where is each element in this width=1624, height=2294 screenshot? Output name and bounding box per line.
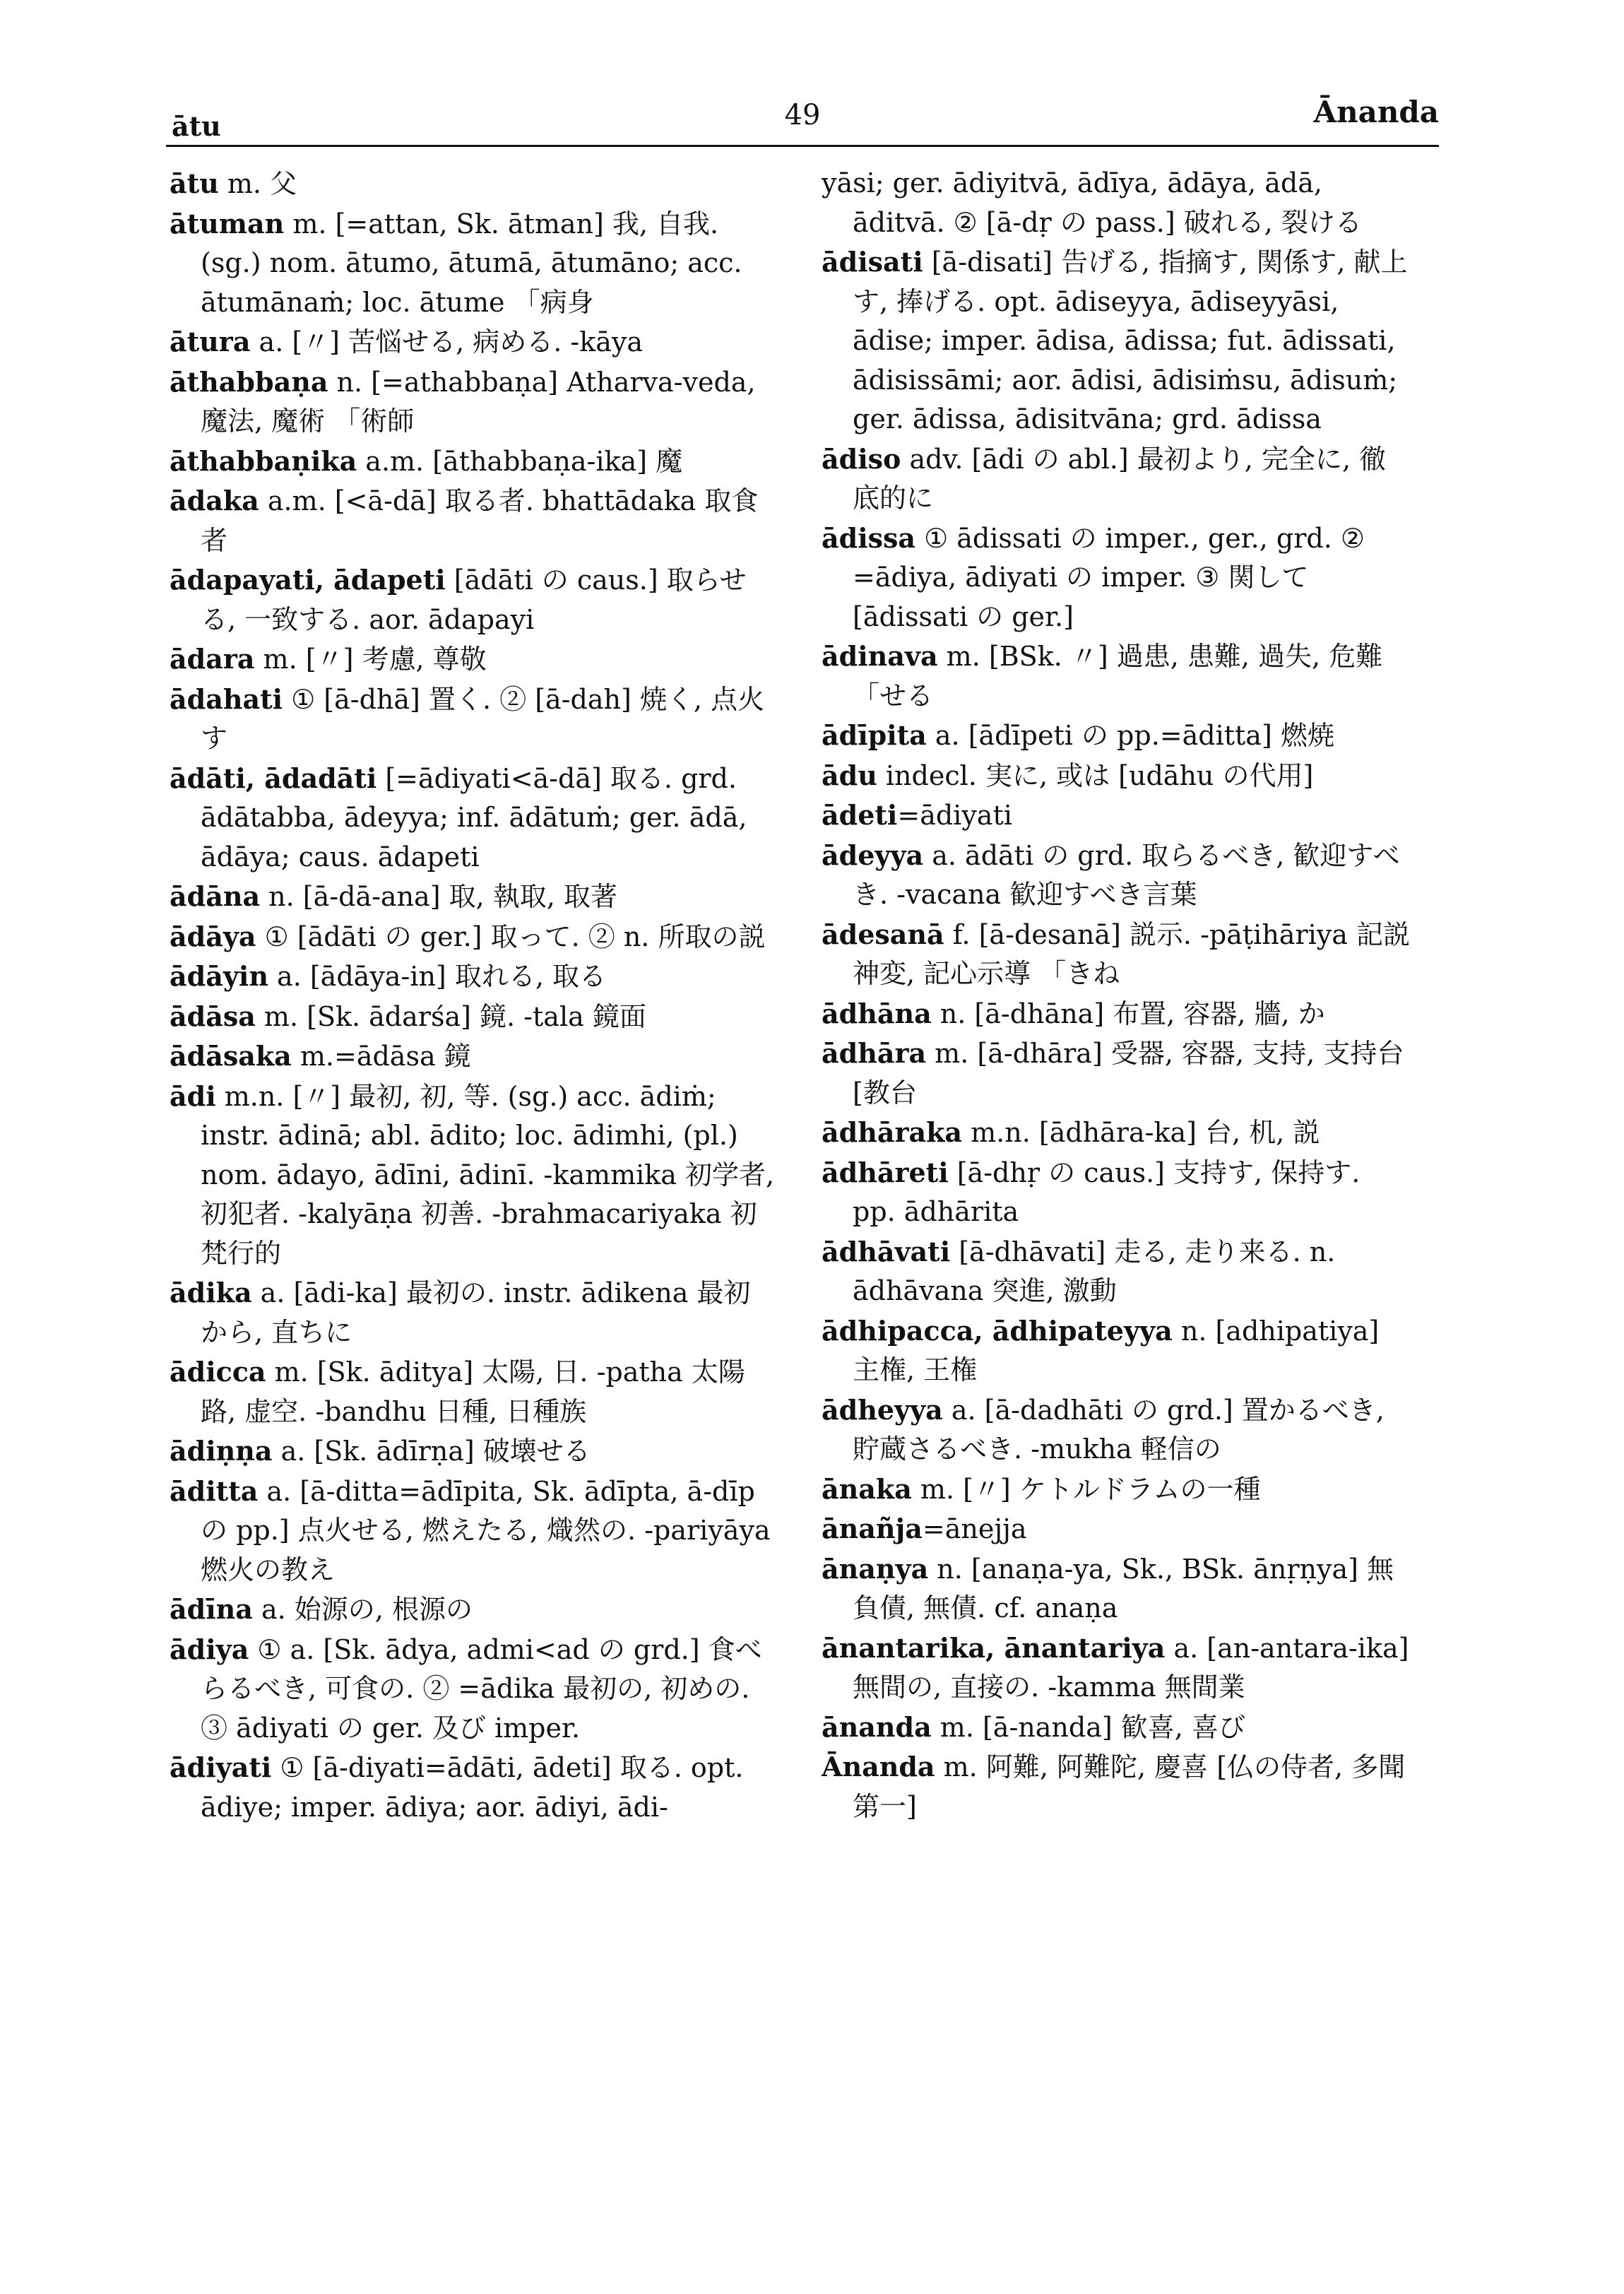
entry-definition: =ādiyati (897, 800, 1012, 831)
dictionary-entry (822, 796, 1411, 836)
dictionary-entry (170, 204, 777, 323)
header-left-guide-word: ātu (172, 110, 221, 142)
entry-headword: ādiṇṇa (170, 1435, 273, 1467)
entry-definition: m. [ā-nanda] 歓喜, 喜び (931, 1711, 1245, 1743)
dictionary-entry (822, 1153, 1411, 1232)
dictionary-entry (822, 1311, 1411, 1390)
entry-headword: ātura (170, 326, 251, 357)
entry-definition: a. [〃] 苦悩せる, 病める. -kāya (250, 326, 644, 357)
entry-headword: ādeti (822, 799, 898, 831)
entry-definition: [ā-dhāvati] 走る, 走り来る. n. ādhāvana 突進, 激動 (853, 1236, 1336, 1306)
entry-headword: ādāti, ādadāti (170, 762, 377, 794)
dictionary-entry (822, 1628, 1411, 1708)
entry-headword: ādi (170, 1080, 216, 1112)
entry-definition: ① a. [Sk. ādya, admi<ad の grd.] 食べらるべき, 可食の. ② =ādika 最初の, 初めの. ③ ādiyati の ger. 及び imper. (201, 1633, 762, 1744)
right-column (822, 164, 1411, 1826)
entry-headword: ādiso (822, 442, 901, 475)
entry-definition: a.m. [<ā-dā] 取る者. bhattādaka 取食者 (201, 485, 759, 556)
dictionary-entry (822, 1390, 1411, 1470)
entry-headword: ādhāraka (822, 1116, 963, 1148)
dictionary-entry (822, 1747, 1411, 1826)
entry-headword: ādiya (170, 1633, 249, 1665)
entry-headword: ātu (170, 167, 219, 199)
entry-definition: a. [ādīpeti の pp.=āditta] 燃焼 (926, 720, 1334, 751)
dictionary-entry (170, 322, 777, 362)
entry-headword: ādesanā (822, 918, 944, 950)
entry-definition: m.=ādāsa 鏡 (291, 1041, 471, 1072)
entry-headword: ādāsa (170, 1000, 256, 1032)
dictionary-entry (822, 439, 1411, 519)
dictionary-entry (170, 1590, 777, 1630)
entry-headword: ādāna (170, 880, 261, 912)
entry-headword: ānaka (822, 1472, 912, 1505)
entry-definition: [=ādiyati<ā-dā] 取る. grd. ādātabba, ādeyya; inf. ādātuṁ; ger. ādā, ādāya; caus. ādapeti (201, 762, 747, 873)
dictionary-entry (170, 957, 777, 997)
entry-headword: ādapayati, ādapeti (170, 564, 446, 596)
dictionary-entry (822, 164, 1411, 242)
entry-definition: a. [ā-ditta=ādīpita, Sk. ādīpta, ā-dīp の pp.] 点火せる, 燃えたる, 熾然の. -pariyāya 燃火の教え (201, 1475, 771, 1585)
entry-headword: āthabbaṇa (170, 365, 328, 398)
entry-definition: ① ādissati の imper., ger., grd. ② =ādiya, ādiyati の imper. ③ 関して [ādissati の ger.] (853, 522, 1365, 632)
dictionary-entry (170, 639, 777, 680)
dictionary-entry (170, 997, 777, 1037)
dictionary-entry (170, 560, 777, 639)
entry-definition: m. [=attan, Sk. ātman] 我, 自我. (sg.) nom. ātumo, ātumā, ātumāno; acc. ātumānaṁ; loc. ātume 「病身 (201, 208, 742, 318)
entry-headword: ādisati (822, 246, 923, 278)
dictionary-entry (170, 1748, 777, 1827)
entry-definition: a.m. [āthabbaṇa-ika] 魔 (357, 445, 683, 477)
entry-headword: ādika (170, 1277, 252, 1308)
dictionary-entry (822, 1232, 1411, 1311)
entry-definition: m. 阿難, 阿難陀, 慶喜 [仏の侍者, 多聞第一] (853, 1751, 1406, 1822)
entry-definition: [ā-dhṛ の caus.] 支持す, 保持す. pp. ādhārita (853, 1157, 1361, 1227)
entry-definition: m. [BSk. 〃] 過患, 患難, 過失, 危難 「せる (853, 641, 1383, 711)
dictionary-entry (822, 994, 1411, 1034)
header-right-guide-word: Ānanda (1313, 95, 1439, 129)
entry-definition: m. [〃] ケトルドラムの一種 (911, 1473, 1261, 1505)
entry-headword: ādissa (822, 521, 916, 554)
dictionary-entry (822, 716, 1411, 756)
dictionary-entry (170, 1352, 777, 1431)
entry-headword: ānañja (822, 1513, 923, 1544)
entry-headword: ādicca (170, 1356, 266, 1388)
entry-definition: [ādāti の caus.] 取らせる, 一致する. aor. ādapayi (201, 564, 747, 635)
entry-headword: ādinava (822, 640, 938, 672)
header-rule (166, 145, 1439, 147)
entry-definition: a. [Sk. ādīrṇa] 破壊せる (272, 1436, 591, 1467)
dictionary-entry (822, 915, 1411, 994)
entry-headword: ādheyya (822, 1393, 943, 1426)
entry-definition: m. 父 (218, 168, 297, 199)
entry-definition: a. [ādāya-in] 取れる, 取る (268, 961, 606, 992)
entry-definition: m.n. [ādhāra-ka] 台, 机, 説 (962, 1117, 1320, 1148)
entry-definition: a. [ā-dadhāti の grd.] 置かるべき, 貯蔵さるべき. -mukha 軽信の (853, 1394, 1385, 1465)
entry-definition: m. [Sk. āditya] 太陽, 日. -patha 太陽路, 虚空. -bandhu 日種, 日種族 (201, 1356, 745, 1427)
dictionary-entry (822, 1708, 1411, 1748)
entry-headword: ādu (822, 759, 877, 791)
entry-headword: ādeyya (822, 839, 924, 871)
entry-headword: ādhāra (822, 1037, 927, 1069)
entry-definition: yāsi; ger. ādiyitvā, ādīya, ādāya, ādā, āditvā. ② [ā-dṛ の pass.] 破れる, 裂ける (822, 167, 1362, 238)
entry-definition: n. [adhipatiya] 主権, 王権 (853, 1315, 1380, 1385)
entry-headword: ādāsaka (170, 1040, 292, 1072)
dictionary-entry (170, 442, 777, 482)
dictionary-entry (170, 917, 777, 957)
entry-definition: n. [ā-dhāna] 布置, 容器, 牆, か (931, 998, 1325, 1029)
entry-definition: a. [ādi-ka] 最初の. instr. ādikena 最初から, 直ちに (201, 1277, 751, 1348)
entry-headword: ādara (170, 643, 255, 675)
entry-headword: ādāyin (170, 960, 268, 992)
entry-definition: m. [ā-dhāra] 受器, 容器, 支持, 支持台 [教台 (853, 1038, 1404, 1108)
entry-headword: āthabbaṇika (170, 444, 357, 477)
dictionary-entry (822, 519, 1411, 637)
entry-headword: ādhāvati (822, 1235, 951, 1267)
dictionary-entry (822, 637, 1411, 716)
entry-definition: [ā-disati] 告げる, 指摘す, 関係す, 献上す, 捧げる. opt. ādiseyya, ādiseyyāsi, ādise; imper. ādisa, ādissa; fut. ādissati, ādisissāmi; aor. ādisi, ādisiṁsu, ādisuṁ; ger. ādissa, ādisitvāna; grd. ādissa (853, 247, 1408, 434)
entry-headword: ātuman (170, 207, 285, 240)
dictionary-entry (822, 1549, 1411, 1628)
dictionary-entry (822, 756, 1411, 796)
entry-definition: ① [ā-dhā] 置く. ② [ā-dah] 焼く, 点火す (201, 683, 765, 754)
dictionary-entry (822, 242, 1411, 439)
dictionary-entry (170, 680, 777, 759)
page-header (166, 90, 1439, 147)
page-number: 49 (784, 99, 821, 131)
dictionary-entry (822, 1470, 1411, 1510)
entry-headword: ādahati (170, 682, 283, 715)
left-column (170, 164, 777, 1827)
entry-definition: f. [ā-desanā] 説示. -pāṭihāriya 記説神変, 記心示導 「きね (853, 918, 1410, 989)
entry-headword: ādaka (170, 485, 259, 516)
entry-definition: n. [ā-dā-ana] 取, 執取, 取著 (260, 881, 617, 912)
dictionary-entry (822, 836, 1411, 915)
entry-definition: a. ādāti の grd. 取らるべき, 歓迎すべき. -vacana 歓迎すべき言葉 (853, 839, 1400, 910)
dictionary-entry (170, 1273, 777, 1352)
dictionary-entry (822, 1034, 1411, 1113)
entry-definition: m.n. [〃] 最初, 初, 等. (sg.) acc. ādiṁ; instr. ādinā; abl. ādito; loc. ādimhi, (pl.) nom. ādayo, ādīni, ādinī. -kammika 初学者, 初犯者. -kalyāṇa 初善. -brahmacariyaka 初梵行的 (201, 1080, 775, 1269)
entry-headword: ādīpita (822, 719, 927, 751)
dictionary-entry (170, 1630, 777, 1749)
entry-headword: ādīna (170, 1593, 253, 1625)
dictionary-entry (170, 759, 777, 877)
entry-definition: m. [Sk. ādarśa] 鏡. -tala 鏡面 (255, 1000, 646, 1032)
entry-headword: ādhāreti (822, 1156, 949, 1188)
entry-definition: n. [anaṇa-ya, Sk., BSk. ānṛṇya] 無負債, 無債. cf. anaṇa (853, 1553, 1394, 1624)
entry-headword: ādhipacca, ādhipateyya (822, 1314, 1173, 1347)
entry-headword: ādhāna (822, 997, 932, 1029)
dictionary-entry (170, 1077, 777, 1274)
entry-definition: ① [ādāti の ger.] 取って. ② n. 所取の説 (256, 921, 766, 952)
entry-headword: ānanda (822, 1710, 932, 1743)
entry-definition: adv. [ādi の abl.] 最初より, 完全に, 徹底的に (853, 443, 1387, 514)
dictionary-entry (170, 1472, 777, 1590)
entry-headword: āditta (170, 1474, 259, 1507)
entry-definition: a. 始源の, 根源の (252, 1594, 473, 1625)
dictionary-entry (170, 164, 777, 204)
dictionary-entry (822, 1113, 1411, 1153)
entry-definition: a. [an-antara-ika] 無間の, 直接の. -kamma 無間業 (853, 1632, 1409, 1703)
entry-definition: m. [〃] 考慮, 尊敬 (254, 644, 487, 675)
entry-headword: ādāya (170, 920, 256, 952)
dictionary-entry (822, 1509, 1411, 1549)
dictionary-entry (170, 1036, 777, 1077)
dictionary-entry (170, 481, 777, 560)
entry-headword: ānantarika, ānantariya (822, 1631, 1166, 1664)
entry-headword: ānaṇya (822, 1552, 929, 1585)
entry-headword: ādiyati (170, 1751, 272, 1783)
dictionary-entry (170, 877, 777, 917)
entry-definition: ① [ā-diyati=ādāti, ādeti] 取る. opt. ādiye; imper. ādiya; aor. ādiyi, ādi- (201, 1752, 744, 1823)
dictionary-entry (170, 362, 777, 442)
entry-definition: indecl. 実に, 或は [udāhu の代用] (877, 759, 1314, 791)
entry-headword: Ānanda (822, 1751, 935, 1782)
entry-definition: =ānejja (922, 1513, 1027, 1544)
entry-definition: n. [=athabbaṇa] Atharva-veda, 魔法, 魔術 「術師 (201, 366, 756, 437)
dictionary-entry (170, 1431, 777, 1472)
